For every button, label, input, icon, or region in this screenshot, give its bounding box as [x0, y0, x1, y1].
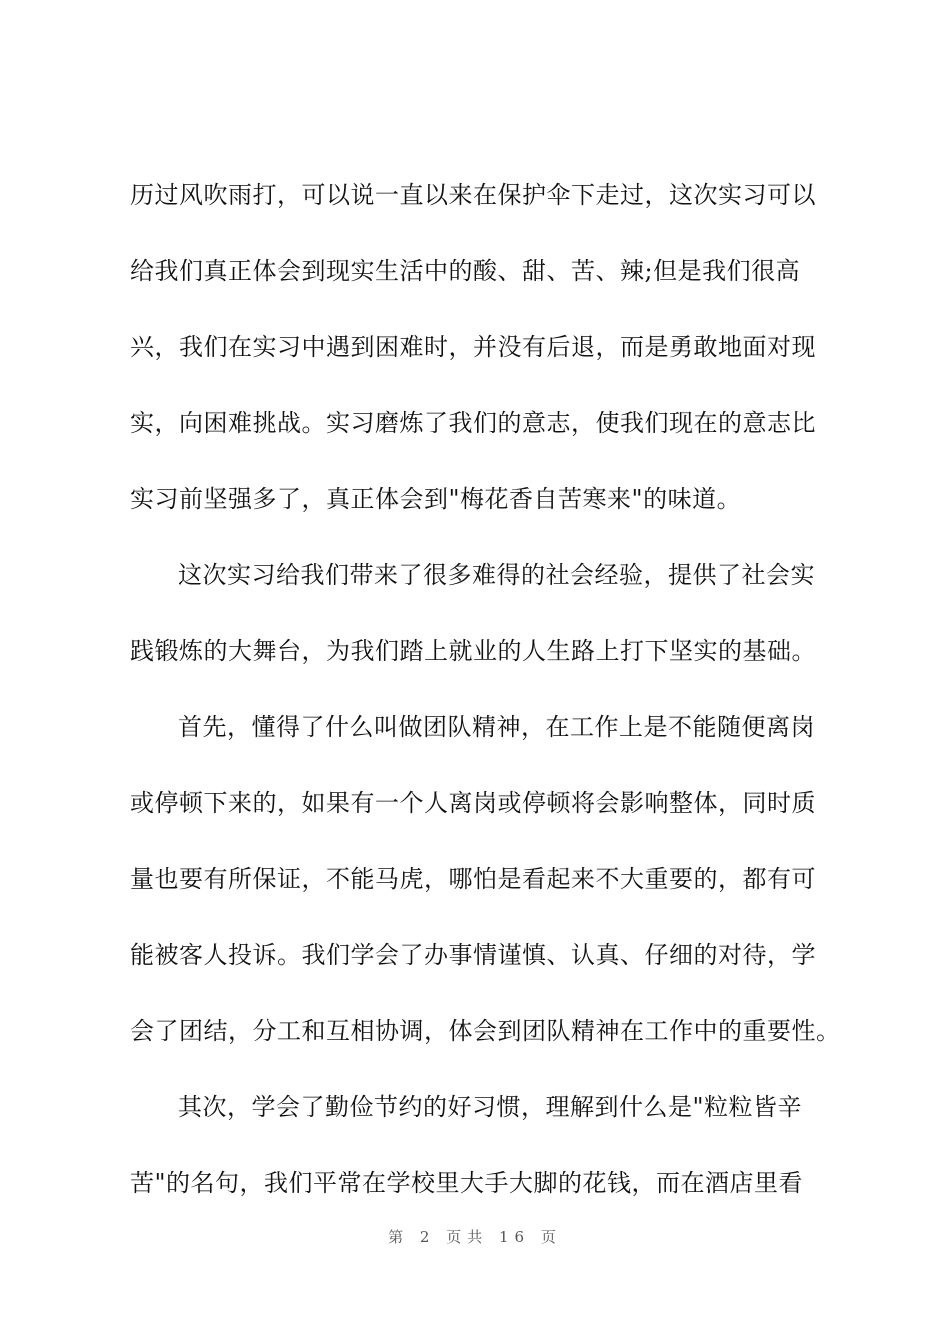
text-line: 实习前坚强多了，真正体会到"梅花香自苦寒来"的味道。 [130, 485, 742, 513]
text-line: 实，向困难挑战。实习磨炼了我们的意志，使我们现在的意志比 [130, 409, 816, 437]
text-line: 历过风吹雨打，可以说一直以来在保护伞下走过，这次实习可以 [130, 181, 816, 209]
text-line: 践锻炼的大舞台，为我们踏上就业的人生路上打下坚实的基础。 [130, 637, 816, 665]
text-line: 或停顿下来的，如果有一个人离岗或停顿将会影响整体，同时质 [130, 789, 816, 817]
paragraph-start-line: 其次，学会了勤俭节约的好习惯，理解到什么是"粒粒皆辛 [178, 1093, 803, 1121]
text-line: 苦"的名句，我们平常在学校里大手大脚的花钱，而在酒店里看 [130, 1169, 804, 1197]
paragraph-start-line: 首先，懂得了什么叫做团队精神，在工作上是不能随便离岗 [178, 713, 815, 741]
text-line: 会了团结，分工和互相协调，体会到团队精神在工作中的重要性。 [130, 1017, 841, 1045]
text-line: 兴，我们在实习中遇到困难时，并没有后退，而是勇敢地面对现 [130, 333, 816, 361]
text-line: 量也要有所保证，不能马虎，哪怕是看起来不大重要的，都有可 [130, 865, 816, 893]
paragraph-start-line: 这次实习给我们带来了很多难得的社会经验，提供了社会实 [178, 561, 815, 589]
body-text [130, 166, 850, 1230]
text-line: 给我们真正体会到现实生活中的酸、甜、苦、辣;但是我们很高 [130, 257, 801, 285]
text-line: 能被客人投诉。我们学会了办事情谨慎、认真、仔细的对待，学 [130, 941, 816, 969]
page-number-footer: 第 2 页共 16 页 [388, 1228, 562, 1246]
